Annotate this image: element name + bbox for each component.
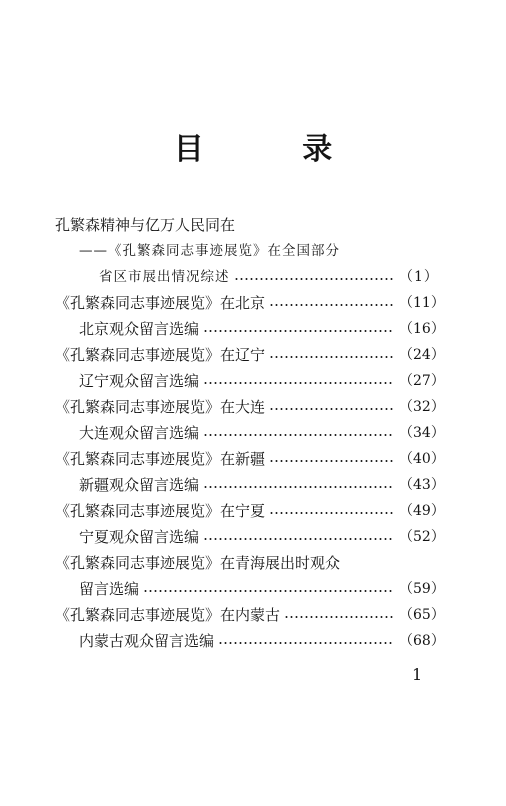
toc-entry-text: 《孔繁森同志事迹展览》在青海展出时观众: [55, 554, 341, 572]
toc-entry[interactable]: [55, 446, 445, 472]
dot-leader: [269, 408, 393, 410]
toc-entry-page: （65）: [399, 607, 445, 623]
toc-entry-text: 《孔繁森同志事迹展览》在内蒙古: [55, 606, 281, 624]
page-number-text: 1: [412, 665, 423, 684]
toc-entry[interactable]: [55, 212, 433, 238]
dot-leader: [269, 512, 393, 514]
toc-entry-page: （59）: [399, 581, 445, 597]
dot-leader: [203, 382, 393, 384]
toc-entry-page: （43）: [399, 477, 445, 493]
toc-entry-text: 宁夏观众留言选编: [79, 528, 200, 546]
toc-entry-text: 辽宁观众留言选编: [79, 372, 200, 390]
toc-entry[interactable]: [55, 576, 445, 602]
toc-entry-page: （40）: [399, 451, 445, 467]
toc-entry-page: （32）: [399, 399, 445, 415]
toc-entry-page: （52）: [399, 529, 445, 545]
toc-entry-text: 《孔繁森同志事迹展览》在新疆: [55, 450, 266, 468]
toc-entry[interactable]: [55, 394, 445, 420]
toc-entry[interactable]: [55, 472, 445, 498]
toc-entry-page: （34）: [399, 425, 445, 441]
page-title: 目 录: [173, 132, 377, 167]
dot-leader: [203, 538, 393, 540]
toc-entry-text: 孔繁森精神与亿万人民同在: [55, 216, 236, 234]
toc-entry-text: 《孔繁森同志事迹展览》在辽宁: [55, 346, 266, 364]
toc-entry[interactable]: [55, 264, 439, 290]
dot-leader: [143, 590, 393, 592]
toc-entry-page: （49）: [399, 503, 445, 519]
toc-entry-page: （24）: [399, 347, 445, 363]
toc-entry-text: 《孔繁森同志事迹展览》在宁夏: [55, 502, 266, 520]
toc-entry[interactable]: [55, 368, 445, 394]
toc-entry-page: （16）: [399, 321, 445, 337]
dot-leader: [284, 616, 393, 618]
toc-entry[interactable]: [55, 290, 445, 316]
toc-entry[interactable]: [55, 628, 445, 654]
toc-entry-page: （1）: [399, 269, 439, 285]
dot-leader: [203, 434, 393, 436]
toc-entry-text: 省区市展出情况综述: [99, 269, 230, 285]
toc-entry: [55, 550, 433, 576]
toc-entry-page: （27）: [399, 373, 445, 389]
toc-entry[interactable]: [55, 316, 445, 342]
toc-entry-text: 北京观众留言选编: [79, 320, 200, 338]
toc-entry[interactable]: [55, 342, 445, 368]
toc-entry-text: 留言选编: [79, 580, 140, 598]
toc-entry-page: （11）: [399, 295, 445, 311]
dot-leader: [269, 460, 393, 462]
dot-leader: [234, 278, 394, 280]
toc-entry[interactable]: [55, 420, 445, 446]
toc-entry[interactable]: [55, 524, 445, 550]
toc-entry-text: 新疆观众留言选编: [79, 476, 200, 494]
toc-entry-subtitle: [55, 238, 433, 264]
dot-leader: [203, 330, 393, 332]
dot-leader: [218, 642, 393, 644]
toc-entry-page: （68）: [399, 633, 445, 649]
toc-entry-text: 内蒙古观众留言选编: [79, 632, 215, 650]
dot-leader: [269, 304, 393, 306]
toc-entry-text: ——《孔繁森同志事迹展览》在全国部分: [79, 243, 340, 259]
toc-entry[interactable]: [55, 498, 445, 524]
toc-entry[interactable]: [55, 602, 445, 628]
toc-entry-text: 《孔繁森同志事迹展览》在北京: [55, 294, 266, 312]
dot-leader: [269, 356, 393, 358]
dot-leader: [203, 486, 393, 488]
toc-entry-text: 大连观众留言选编: [79, 424, 200, 442]
toc-entry-text: 《孔繁森同志事迹展览》在大连: [55, 398, 266, 416]
table-of-contents: [55, 212, 445, 654]
